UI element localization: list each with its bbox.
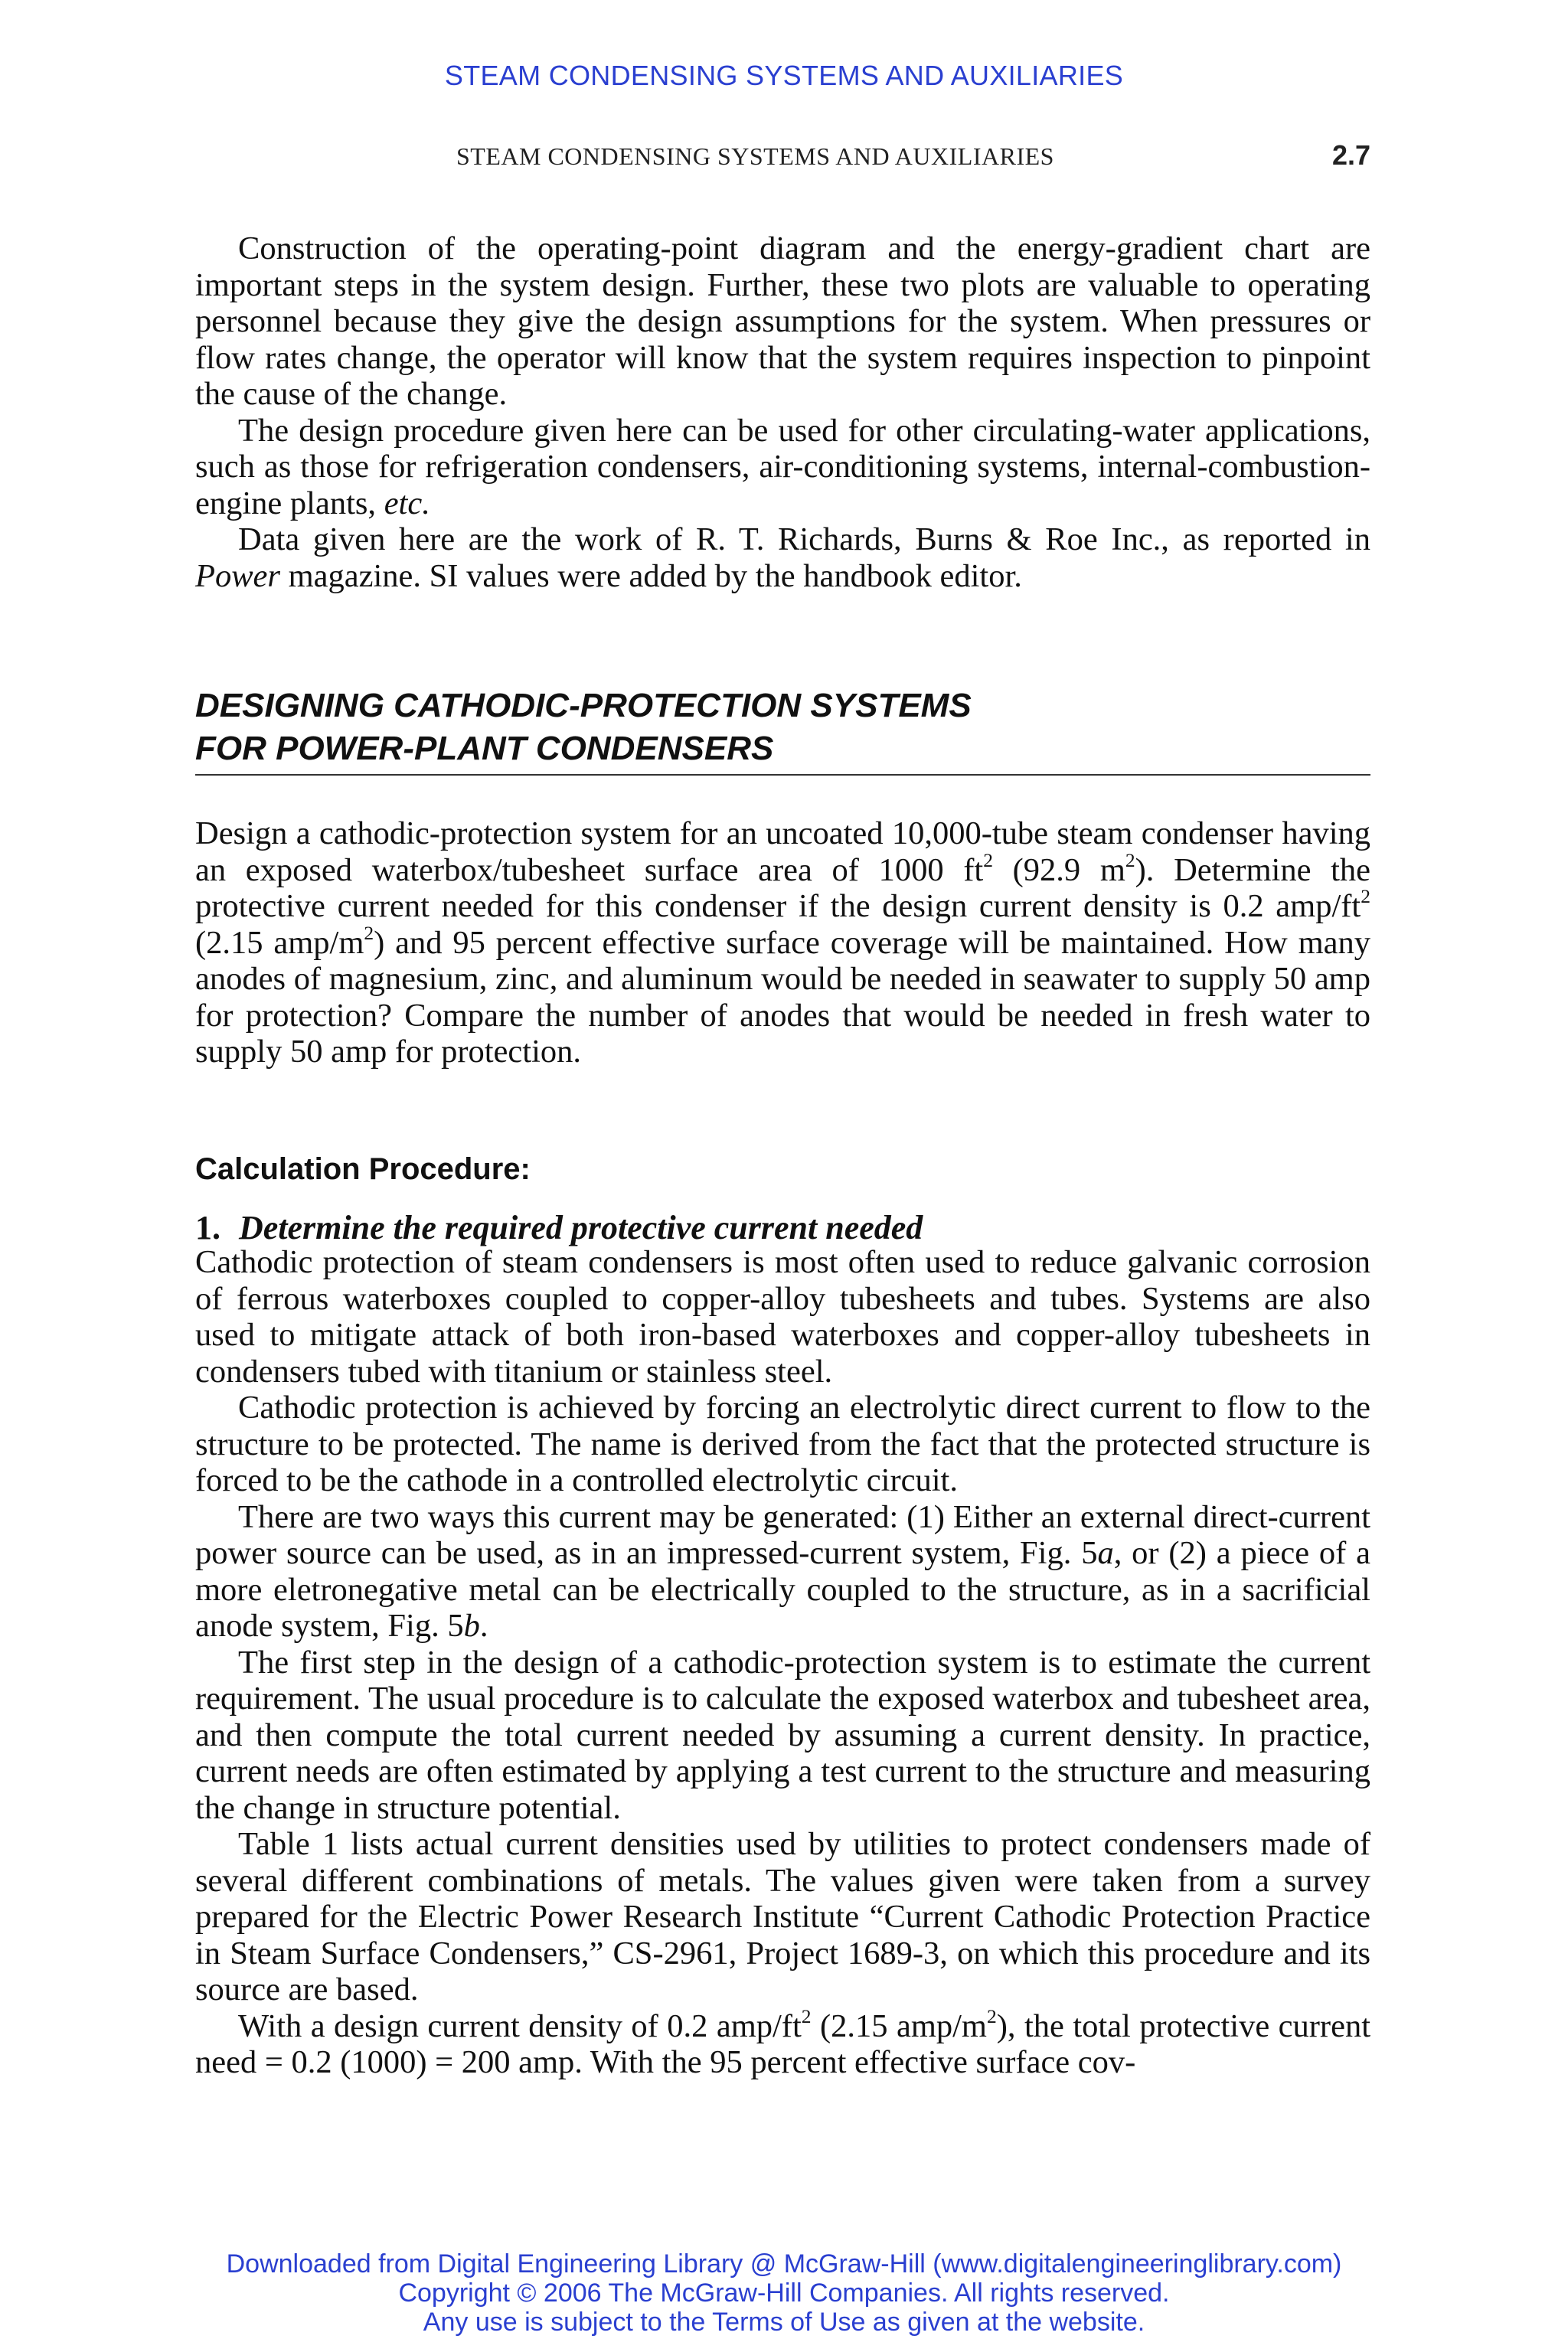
footer-copyright: Copyright © 2006 The McGraw-Hill Companies. All rights reserved. — [398, 2278, 1170, 2308]
intro-paragraph-3: Data given here are the work of R. T. Richards, Burns & Roe Inc., as reported in Power magazine. SI values were added by the handbook editor. — [195, 521, 1370, 594]
calc-paragraph-3: There are two ways this current may be generated: (1) Either an external direct-current power source can be used, as in an impressed-current system, Fig. 5a, or (2) a piece of a more eletronegative metal can be electrically coupled to the structure, as in a sacrificial anode system, Fig. 5b. — [195, 1498, 1371, 1644]
calc-paragraph-2: Cathodic protection is achieved by forcing an electrolytic direct current to flow to the structure to be protected. The name is derived from the fact that the protected structure is forced to be the cathode in a controlled electrolytic circuit. — [195, 1390, 1370, 1498]
calculation-heading: Calculation Procedure: — [195, 1152, 531, 1186]
calc-paragraph-4: The first step in the design of a cathodic-protection system is to estimate the current requirement. The usual procedure is to calculate the exposed waterbox and tubesheet area, and then compute the total current needed by assuming a current density. In practice, current needs are often estimated by applying a test current to the structure and measuring the change in structure potential. — [195, 1644, 1370, 1826]
problem-statement — [195, 815, 1370, 1070]
calc-paragraph-1: Cathodic protection of steam condensers is most often used to reduce galvanic corrosion of ferrous waterboxes coupled to copper-alloy tubesheets and tubes. Systems are also used to mitigate attack of both iron-based waterboxes and copper-alloy tubesheets in condensers tubed with titanium or stainless steel. — [195, 1244, 1370, 1390]
intro-paragraph-1: Construction of the operating-point diagram and the energy-gradient chart are important steps in the system design. Further, these two plots are valuable to operating personnel because they give the design assumptions for the system. When pressures or flow rates change, the operator will know that the system requires inspection to pinpoint the cause of the change. — [195, 230, 1370, 412]
section-rule — [195, 774, 1370, 776]
footer-download-link[interactable]: Downloaded from Digital Engineering Library @ McGraw-Hill (www.digitalengineeringlibrary.com) — [226, 2249, 1342, 2278]
top-banner[interactable]: STEAM CONDENSING SYSTEMS AND AUXILIARIES — [444, 60, 1124, 91]
step-1-heading — [195, 1208, 923, 1247]
intro-paragraph-2: The design procedure given here can be used for other circulating-water applications, such as those for refrigeration condensers, air-conditioning systems, internal-combustion-engine plants, etc. — [195, 412, 1370, 521]
calc-paragraph-6: With a design current density of 0.2 amp/$ft^2$ (2.15 amp/$m^2$), the total protective current need = 0.2 (1000) = 200 amp. With the 95 percent effective surface cov- — [195, 2004, 1371, 2080]
calc-paragraph-5: Table 1 lists actual current densities used by utilities to protect condensers made of several different combinations of metals. The values given were taken from a survey prepared for the Electric Power Research Institute “Current Cathodic Protection Practice in Steam Surface Condensers,” CS-2961, Project 1689-3, on which this procedure and its source are based. — [195, 1826, 1370, 2007]
footer — [0, 2249, 1568, 2337]
section-title-line-1: DESIGNING CATHODIC-PROTECTION SYSTEMS — [195, 687, 972, 724]
footer-terms-link[interactable]: Any use is subject to the Terms of Use as given at the website. — [423, 2308, 1145, 2337]
running-head: STEAM CONDENSING SYSTEMS AND AUXILIARIES — [456, 142, 1054, 170]
page-number: 2.7 — [1331, 139, 1370, 171]
calculation-text — [195, 1244, 1370, 2081]
intro-text — [195, 230, 1370, 594]
step-1-number: 1. — [195, 1209, 220, 1246]
problem-paragraph: Design a cathodic-protection system for an uncoated 10,000-tube steam condenser having an exposed waterbox/tubesheet surface area of 1000 $ft^2$ (92.9 $m^2$). Determine the protective current needed for this condenser if the design current density is 0.2 amp/$ft^2$ (2.15 amp/$m^2$) and 95 percent effective surface coverage will be maintained. How many anodes of magnesium, zinc, and aluminum would be needed in seawater to supply 50 amp for protection? Compare the number of anodes that would be needed in fresh water to supply 50 amp for protection. — [195, 815, 1371, 1070]
section-title — [195, 684, 1370, 770]
section-title-line-2: FOR POWER-PLANT CONDENSERS — [195, 730, 774, 767]
step-1-title: Determine the required protective current needed — [239, 1209, 923, 1246]
